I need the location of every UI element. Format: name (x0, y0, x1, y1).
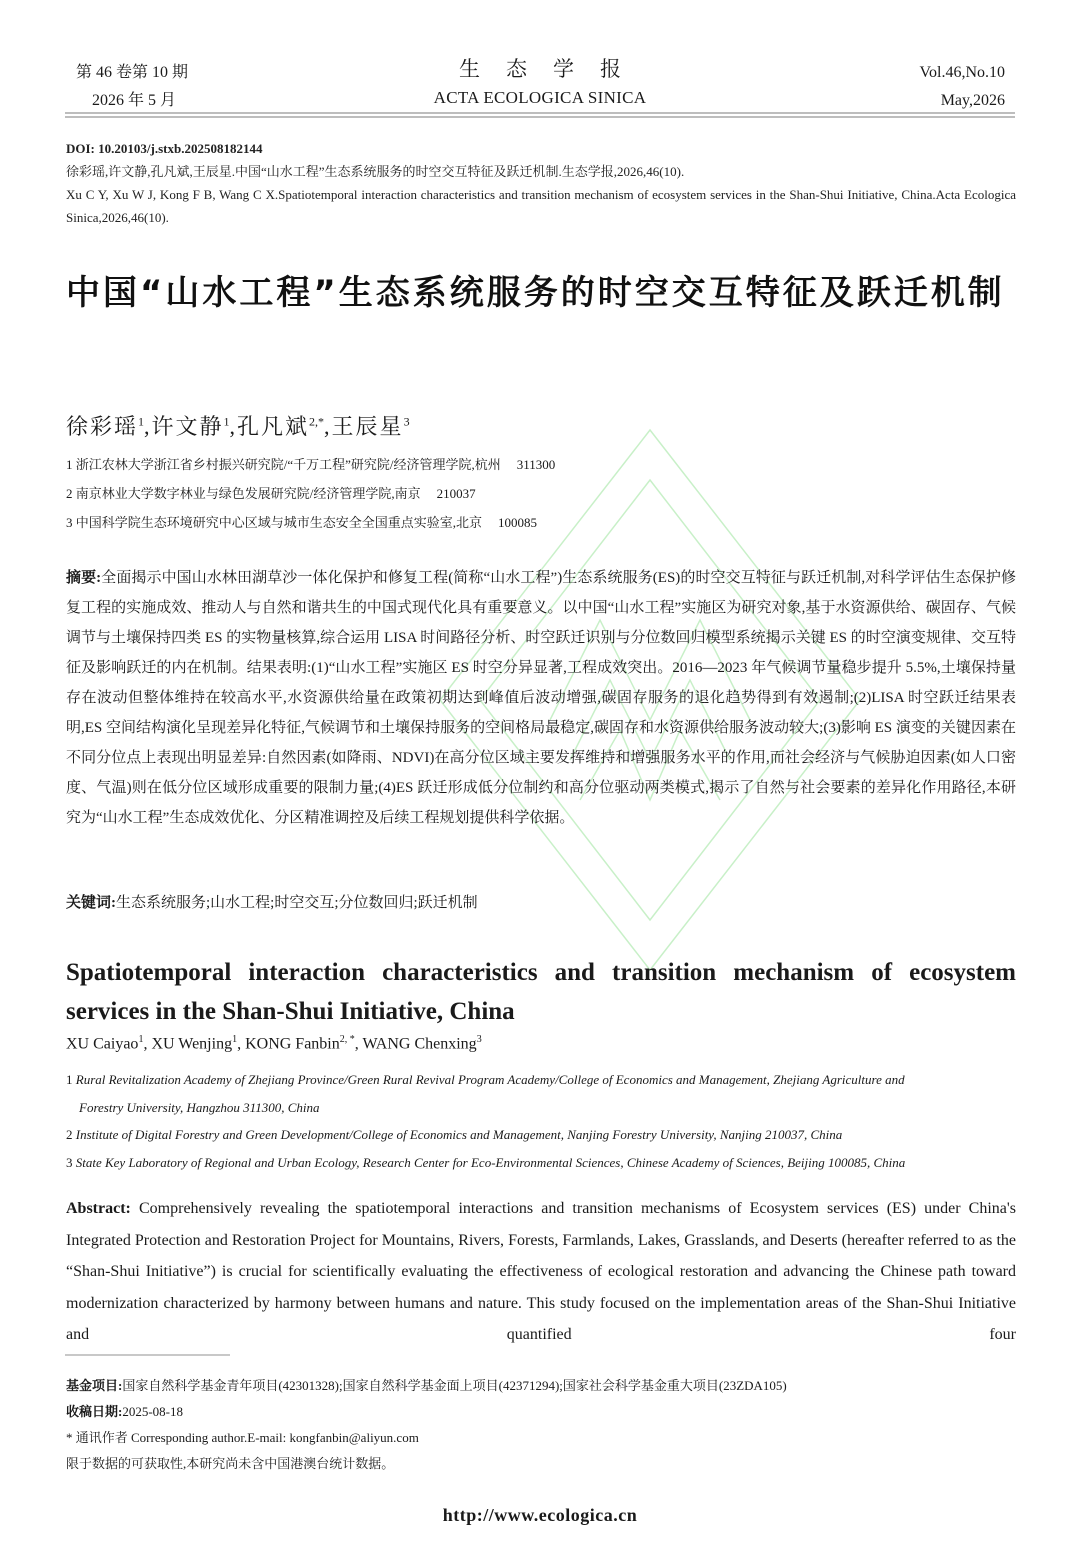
author-separator: , (144, 414, 152, 439)
affiliation-cn-1: 1 浙江农林大学浙江省乡村振兴研究院/“千万工程”研究院/经济管理学院,杭州 311300 (66, 457, 556, 472)
journal-header (0, 55, 1080, 115)
abstract-cn (66, 563, 1016, 833)
affiliation-en-1: 1 Rural Revitalization Academy of Zhejiang Province/Green Rural Revival Program Academy/College of Economics and Management, Zhejiang Agriculture and (66, 1072, 905, 1087)
affiliations-en (66, 1066, 1016, 1176)
cn-author-3: 孔凡斌 (237, 414, 310, 439)
date-cn: 2026 年 5 月 (92, 92, 177, 109)
affiliation-marker: 1 (232, 1034, 238, 1045)
funding-note: 基金项目:国家自然科学基金青年项目(42301328);国家自然科学基金面上项目(42371294);国家社会科学基金重大项目(23ZDA105) (66, 1378, 787, 1393)
affiliation-marker: 1 (138, 1034, 144, 1045)
footnote-divider (65, 1354, 230, 1356)
doi[interactable]: DOI: 10.20103/j.stxb.202508182144 (66, 141, 263, 156)
abstract-en-label: Abstract: (66, 1200, 131, 1217)
journal-name-en: ACTA ECOLOGICA SINICA (433, 88, 647, 107)
corresponding-author: * 通讯作者 Corresponding author.E-mail: kongfanbin@aliyun.com (66, 1430, 419, 1445)
keywords-cn-text: 生态系统服务;山水工程;时空交互;分位数回归;跃迁机制 (116, 895, 478, 911)
en-author-4: WANG Chenxing (362, 1035, 477, 1053)
citation-cn: 徐彩瑶,许文静,孔凡斌,王辰星.中国“山水工程”生态系统服务的时空交互特征及跃迁机制.生态学报,2026,46(10). (66, 164, 685, 179)
cn-author-1: 徐彩瑶 (66, 414, 139, 439)
affiliation-marker: 1 (138, 414, 145, 429)
cn-author-4: 王辰星 (331, 414, 404, 439)
received-date: 收稿日期:2025-08-18 (66, 1404, 184, 1419)
affiliation-marker: 3 (403, 414, 410, 429)
affiliations-cn (66, 450, 555, 537)
title-en: Spatiotemporal interaction characteristics and transition mechanism of ecosystem services in the Shan-Shui Initiative, China (66, 959, 1016, 1025)
keywords-cn (66, 888, 478, 918)
affiliation-en-1-cont: Forestry University, Hangzhou 311300, China (79, 1099, 320, 1115)
en-author-1: XU Caiyao (66, 1035, 139, 1053)
authors-cn (66, 410, 410, 441)
affiliation-en-2: 2 Institute of Digital Forestry and Green Development/College of Economics and Management, Nanjing Forestry University, Nanjing 210037, China (66, 1127, 843, 1142)
volume-issue-cn: 第 46 卷第 10 期 (76, 64, 189, 81)
header-rule-bottom (65, 116, 1015, 118)
date-en: May,2026 (940, 92, 1005, 109)
footer-url[interactable]: http://www.ecologica.cn (442, 1505, 638, 1525)
en-author-2: XU Wenjing (151, 1035, 233, 1053)
affiliation-marker: 2,* (309, 414, 325, 429)
abstract-en (66, 1193, 1016, 1351)
author-separator: , (237, 1035, 246, 1053)
en-author-3: KONG Fanbin (245, 1035, 340, 1053)
citation-en: Xu C Y, Xu W J, Kong F B, Wang C X.Spatiotemporal interaction characteristics and transition mechanism of ecosystem services in the Shan-Shui Initiative, China.Acta Ecologica Sinica,2026,46(10). (66, 187, 1016, 225)
author-separator: , (143, 1035, 152, 1053)
affiliation-cn-2: 2 南京林业大学数字林业与绿色发展研究院/经济管理学院,南京 210037 (66, 486, 476, 501)
affiliation-en-3: 3 State Key Laboratory of Regional and Urban Ecology, Research Center for Eco-Environmental Sciences, Chinese Academy of Sciences, Beijing 100085, China (66, 1154, 906, 1170)
authors-en (66, 1034, 482, 1053)
journal-name-cn: 生态学报 (459, 57, 647, 81)
title-cn: 中国“山水工程”生态系统服务的时空交互特征及跃迁机制 (66, 273, 1005, 313)
volume-issue-en: Vol.46,No.10 (919, 64, 1005, 81)
cn-author-2: 许文静 (151, 414, 224, 439)
affiliation-marker: 2, * (339, 1034, 355, 1045)
data-note: 限于数据的可获取性,本研究尚未含中国港澳台统计数据。 (66, 1456, 395, 1471)
author-separator: , (354, 1035, 363, 1053)
footnotes (66, 1373, 787, 1477)
abstract-en-text: Comprehensively revealing the spatiotemporal interactions and transition mechanisms of Ecosystem services (ES) under China's Integrated Protection and Restoration Project for Mountains, Rivers, Forests, Farmlands, Lakes, Grasslands, and Deserts (hereafter referred to as the “Shan-Shui Initiative”) is crucial for scientifically evaluating the effectiveness of ecological restoration and advancing the Chinese path toward modernization characterized by harmony between humans and nature. This study focused on the implementation areas of the Shan-Shui Initiative and quantified four (66, 1200, 1017, 1343)
abstract-cn-text: 全面揭示中国山水林田湖草沙一体化保护和修复工程(简称“山水工程”)生态系统服务(ES)的时空交互特征与跃迁机制,对科学评估生态保护修复工程的实施成效、推动人与自然和谐共生的中国式现代化具有重要意义。以中国“山水工程”实施区为研究对象,基于水资源供给、碳固存、气候调节与土壤保持四类 ES 的实物量核算,综合运用 LISA 时间路径分析、时空跃迁识别与分位数回归模型系统揭示关键 ES 的时空演变规律、交互特征及影响跃迁的内在机制。结果表明:(1)“山水工程”实施区 ES 时空分异显著,工程成效突出。2016—2023 年气候调节量稳步提升 5.5%,土壤保持量存在波动但整体维持在较高水平,水资源供给量在政策初期达到峰值后波动增强,碳固存服务的退化趋势得到有效遏制;(2)LISA 时空跃迁结果表明,ES 空间结构演化呈现差异化特征,气候调节和土壤保持服务的空间格局最稳定,碳固存和水资源供给服务波动较大;(3)影响 ES 演变的关键因素在不同分位点上表现出明显差异:自然因素(如降雨、NDVI)在高分位区域主要发挥维持和增强服务水平的作用,而社会经济与气候胁迫因素(如人口密度、气温)则在低分位区域形成重要的限制力量;(4)ES 跃迁形成低分位制约和高分位驱动两类模式,揭示了自然与社会要素的差异化作用路径,本研究为“山水工程”生态成效优化、分区精准调控及后续工程规划提供科学依据。 (66, 570, 1016, 826)
keywords-cn-label: 关键词: (66, 895, 116, 911)
author-separator: , (324, 414, 332, 439)
affiliation-marker: 3 (476, 1034, 482, 1045)
citation-block (66, 137, 1016, 229)
affiliation-cn-3: 3 中国科学院生态环境研究中心区域与城市生态安全全国重点实验室,北京 100085 (66, 515, 538, 530)
abstract-cn-label: 摘要: (66, 570, 102, 586)
affiliation-marker: 1 (223, 414, 230, 429)
author-separator: , (229, 414, 238, 439)
header-rule-top (65, 112, 1015, 114)
